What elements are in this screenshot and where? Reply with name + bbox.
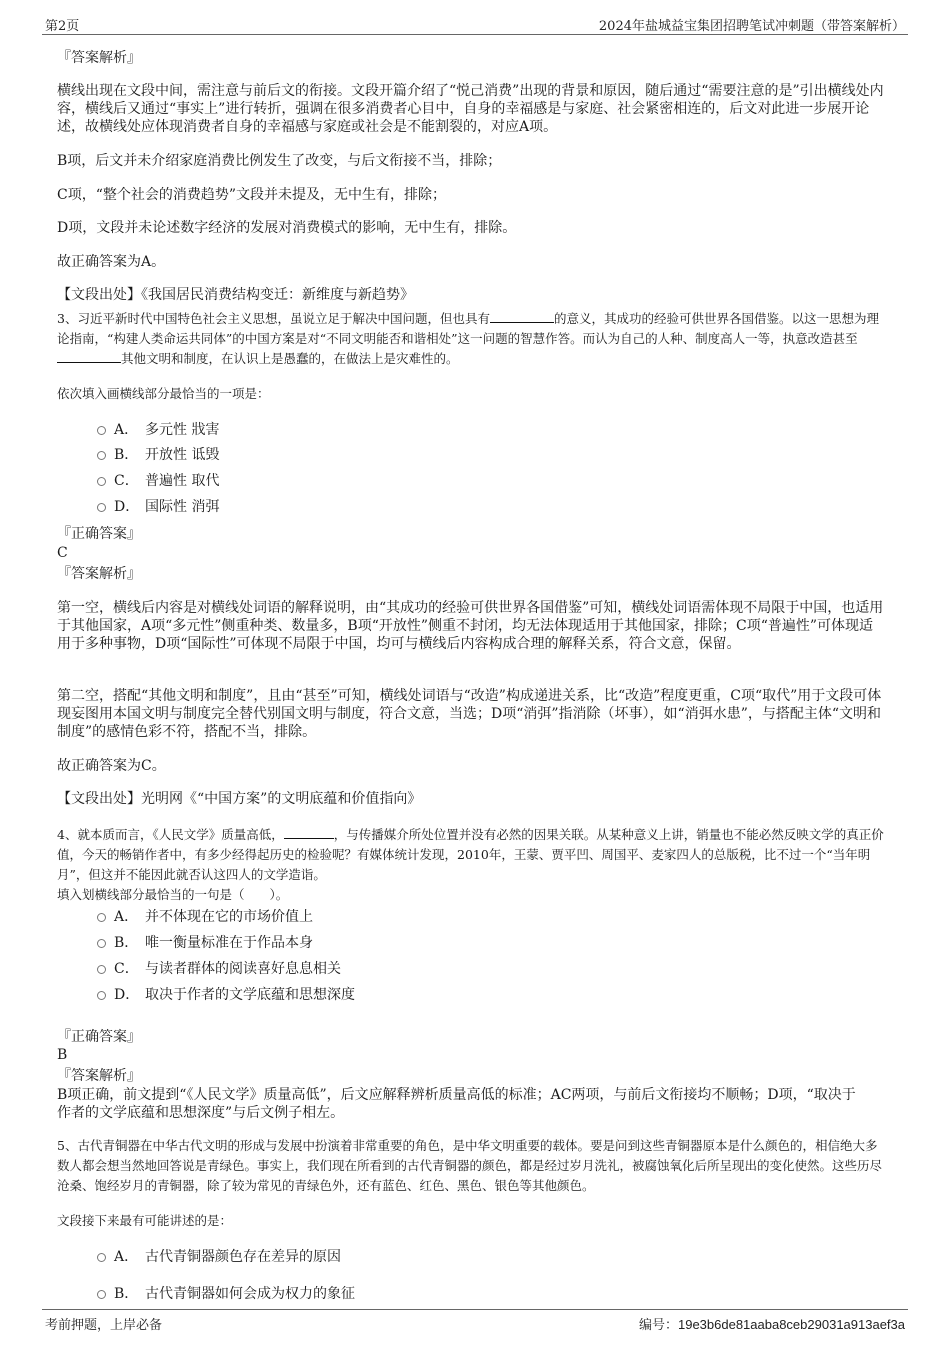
- q3-analysis-label: 『答案解析』: [57, 566, 141, 582]
- option-letter: B．: [114, 935, 139, 951]
- radio-icon[interactable]: [97, 1253, 106, 1262]
- q3-stem: [57, 309, 885, 369]
- radio-icon[interactable]: [97, 991, 106, 1000]
- q3-option-c[interactable]: [97, 470, 219, 490]
- page-number: 第2页: [45, 19, 80, 34]
- radio-icon[interactable]: [97, 1290, 106, 1299]
- q5-option-a[interactable]: [97, 1246, 341, 1266]
- option-text: 古代青铜器如何会成为权力的象征: [145, 1286, 355, 1302]
- q5-option-b[interactable]: [97, 1283, 355, 1303]
- option-text: 唯一衡量标准在于作品本身: [145, 935, 313, 951]
- q4-stem-part-b: ，与传播媒介所处位置并没有必然的因果关联。从某种意义上讲，销量也不能必然反映文学的真正价值，今天的畅销作者中，有多少经得起历史的检验呢？有媒体统计发现，2010年，王蒙、贾平凹、周国平、麦家四人的总版税，比不过一个“当年明月”，但这并不能因此就否认这四人的文学造诣。: [57, 827, 884, 882]
- radio-icon[interactable]: [97, 477, 106, 486]
- option-letter: A．: [114, 909, 139, 925]
- option-text: 取决于作者的文学底蕴和思想深度: [145, 987, 355, 1003]
- option-letter: B．: [114, 1286, 139, 1302]
- q2-analysis-p3: C项，“整个社会的消费趋势”文段并未提及，无中生有，排除；: [57, 187, 447, 203]
- q4-option-a[interactable]: [97, 906, 313, 926]
- q2-analysis-label: 『答案解析』: [57, 50, 141, 66]
- q3-stem-part-b: 的意义，其成功的经验可供世界各国借鉴。以这一思想为理论指南，“构建人类命运共同体”的中国方案是对“不同文明能否和谐相处”这一问题的智慧作答。而认为自己的人种、制度高人一等，执意改造甚至: [57, 311, 879, 346]
- document-title: 2024年盐城益宝集团招聘笔试冲刺题（带答案解析）: [598, 19, 905, 34]
- option-text: 普遍性 取代: [145, 473, 220, 489]
- q3-analysis-p2: 第二空，搭配“其他文明和制度”，且由“甚至”可知，横线处词语与“改造”构成递进关系，比“改造”程度更重，C项“取代”用于文段可体现妄图用本国文明与制度完全替代别国文明与制度，符合文意，当选；D项“消弭”指消除（坏事），如“消弭水患”，与搭配主体“文明和制度”的感情色彩不符，搭配不当，排除。: [57, 688, 882, 740]
- q3-answer: C: [57, 545, 68, 561]
- q4-analysis-p1: B项正确，前文提到“《人民文学》质量高低”，后文应解释辨析质量高低的标准；AC两项，与前后文衔接均不顺畅；D项，“取决于作者的文学底蕴和思想深度”与后文例子相左。: [57, 1087, 856, 1121]
- option-letter: B．: [114, 447, 139, 463]
- footer-slogan: 考前押题，上岸必备: [45, 1318, 163, 1333]
- option-text: 古代青铜器颜色存在差异的原因: [145, 1249, 341, 1265]
- footer-rule: [42, 1309, 908, 1310]
- radio-icon[interactable]: [97, 503, 106, 512]
- q4-option-b[interactable]: [97, 932, 313, 952]
- q3-answer-label: 『正确答案』: [57, 526, 141, 542]
- footer-code: [639, 1314, 905, 1333]
- q3-analysis-p1: 第一空，横线后内容是对横线处词语的解释说明，由“其成功的经验可供世界各国借鉴”可知，横线处词语需体现不局限于中国，也适用于其他国家，A项“多元性”侧重种类、数量多，B项“开放性”侧重不封闭，均无法体现适用于其他国家，排除；C项“普遍性”可体现适用于多种事物，D项“国际性”可体现不局限于中国，均可与横线后内容构成合理的解释关系，符合文意，保留。: [57, 600, 884, 652]
- radio-icon[interactable]: [97, 965, 106, 974]
- option-letter: A．: [114, 1249, 139, 1265]
- q4-option-c[interactable]: [97, 958, 341, 978]
- q3-conclusion: 故正确答案为C。: [57, 758, 166, 774]
- option-text: 开放性 诋毁: [145, 447, 220, 463]
- q3-stem-part-c: 其他文明和制度，在认识上是愚蠢的，在做法上是灾难性的。: [121, 351, 459, 366]
- q2-conclusion: 故正确答案为A。: [57, 254, 166, 270]
- radio-icon[interactable]: [97, 426, 106, 435]
- radio-icon[interactable]: [97, 451, 106, 460]
- q2-analysis-p2: B项，后文并未介绍家庭消费比例发生了改变，与后文衔接不当，排除；: [57, 153, 502, 169]
- option-letter: A．: [114, 422, 139, 438]
- q2-analysis-p1: 横线出现在文段中间，需注意与前后文的衔接。文段开篇介绍了“悦己消费”出现的背景和原因，随后通过“需要注意的是”引出横线处内容，横线后又通过“事实上”进行转折，强调在很多消费者心目中，自身的幸福感是与家庭、社会紧密相连的，后文对此进一步展开论述，故横线处应体现消费者自身的幸福感与家庭或社会是不能割裂的，对应A项。: [57, 83, 884, 135]
- option-text: 与读者群体的阅读喜好息息相关: [145, 961, 341, 977]
- q3-option-d[interactable]: [97, 496, 219, 516]
- option-letter: D．: [114, 499, 140, 515]
- q5-stem: 5、古代青铜器在中华古代文明的形成与发展中扮演着非常重要的角色，是中华文明重要的载体。要是问到这些青铜器原本是什么颜色的，相信绝大多数人都会想当然地回答说是青绿色。事实上，我们现在所看到的古代青铜器的颜色，都是经过岁月洗礼，被腐蚀氧化后所呈现出的变化使然。这些历尽沧桑、饱经岁月的青铜器，除了较为常见的青绿色外，还有蓝色、红色、黑色、银色等其他颜色。: [57, 1138, 883, 1193]
- radio-icon[interactable]: [97, 939, 106, 948]
- q4-analysis-label: 『答案解析』: [57, 1068, 141, 1084]
- option-text: 国际性 消弭: [145, 499, 220, 515]
- q4-prompt: 填入划横线部分最恰当的一句是（ ）。: [57, 887, 289, 902]
- q3-prompt: 依次填入画横线部分最恰当的一项是：: [57, 386, 270, 401]
- q4-answer-label: 『正确答案』: [57, 1029, 141, 1045]
- q4-option-d[interactable]: [97, 984, 355, 1004]
- q3-blank-2: [57, 350, 121, 363]
- option-letter: C．: [114, 961, 139, 977]
- q3-option-b[interactable]: [97, 444, 219, 464]
- q5-prompt: 文段接下来最有可能讲述的是：: [57, 1213, 233, 1228]
- footer-code-value: 19e3b6de81aaba8ceb29031a913aef3a: [677, 1317, 905, 1332]
- q4-stem-part-a: 4、就本质而言，《人民文学》质量高低，: [57, 827, 284, 842]
- q4-answer: B: [57, 1047, 68, 1063]
- q3-blank-1: [490, 310, 554, 323]
- footer-code-label: 编号：: [638, 1318, 678, 1333]
- option-text: 并不体现在它的市场价值上: [145, 909, 313, 925]
- option-text: 多元性 戕害: [145, 422, 220, 438]
- header-rule: [42, 34, 908, 35]
- q3-stem-part-a: 3、习近平新时代中国特色社会主义思想，虽说立足于解决中国问题，但也具有: [57, 311, 490, 326]
- option-letter: D．: [114, 987, 140, 1003]
- q2-source: 【文段出处】《我国居民消费结构变迁：新维度与新趋势》: [57, 287, 414, 303]
- q3-option-a[interactable]: [97, 419, 219, 439]
- radio-icon[interactable]: [97, 913, 106, 922]
- q3-source: 【文段出处】光明网《“中国方案”的文明底蕴和价值指向》: [57, 791, 422, 807]
- q4-stem: [57, 825, 885, 885]
- q2-analysis-p4: D项，文段并未论述数字经济的发展对消费模式的影响，无中生有，排除。: [57, 220, 517, 236]
- option-letter: C．: [114, 473, 139, 489]
- q4-blank: [284, 826, 334, 839]
